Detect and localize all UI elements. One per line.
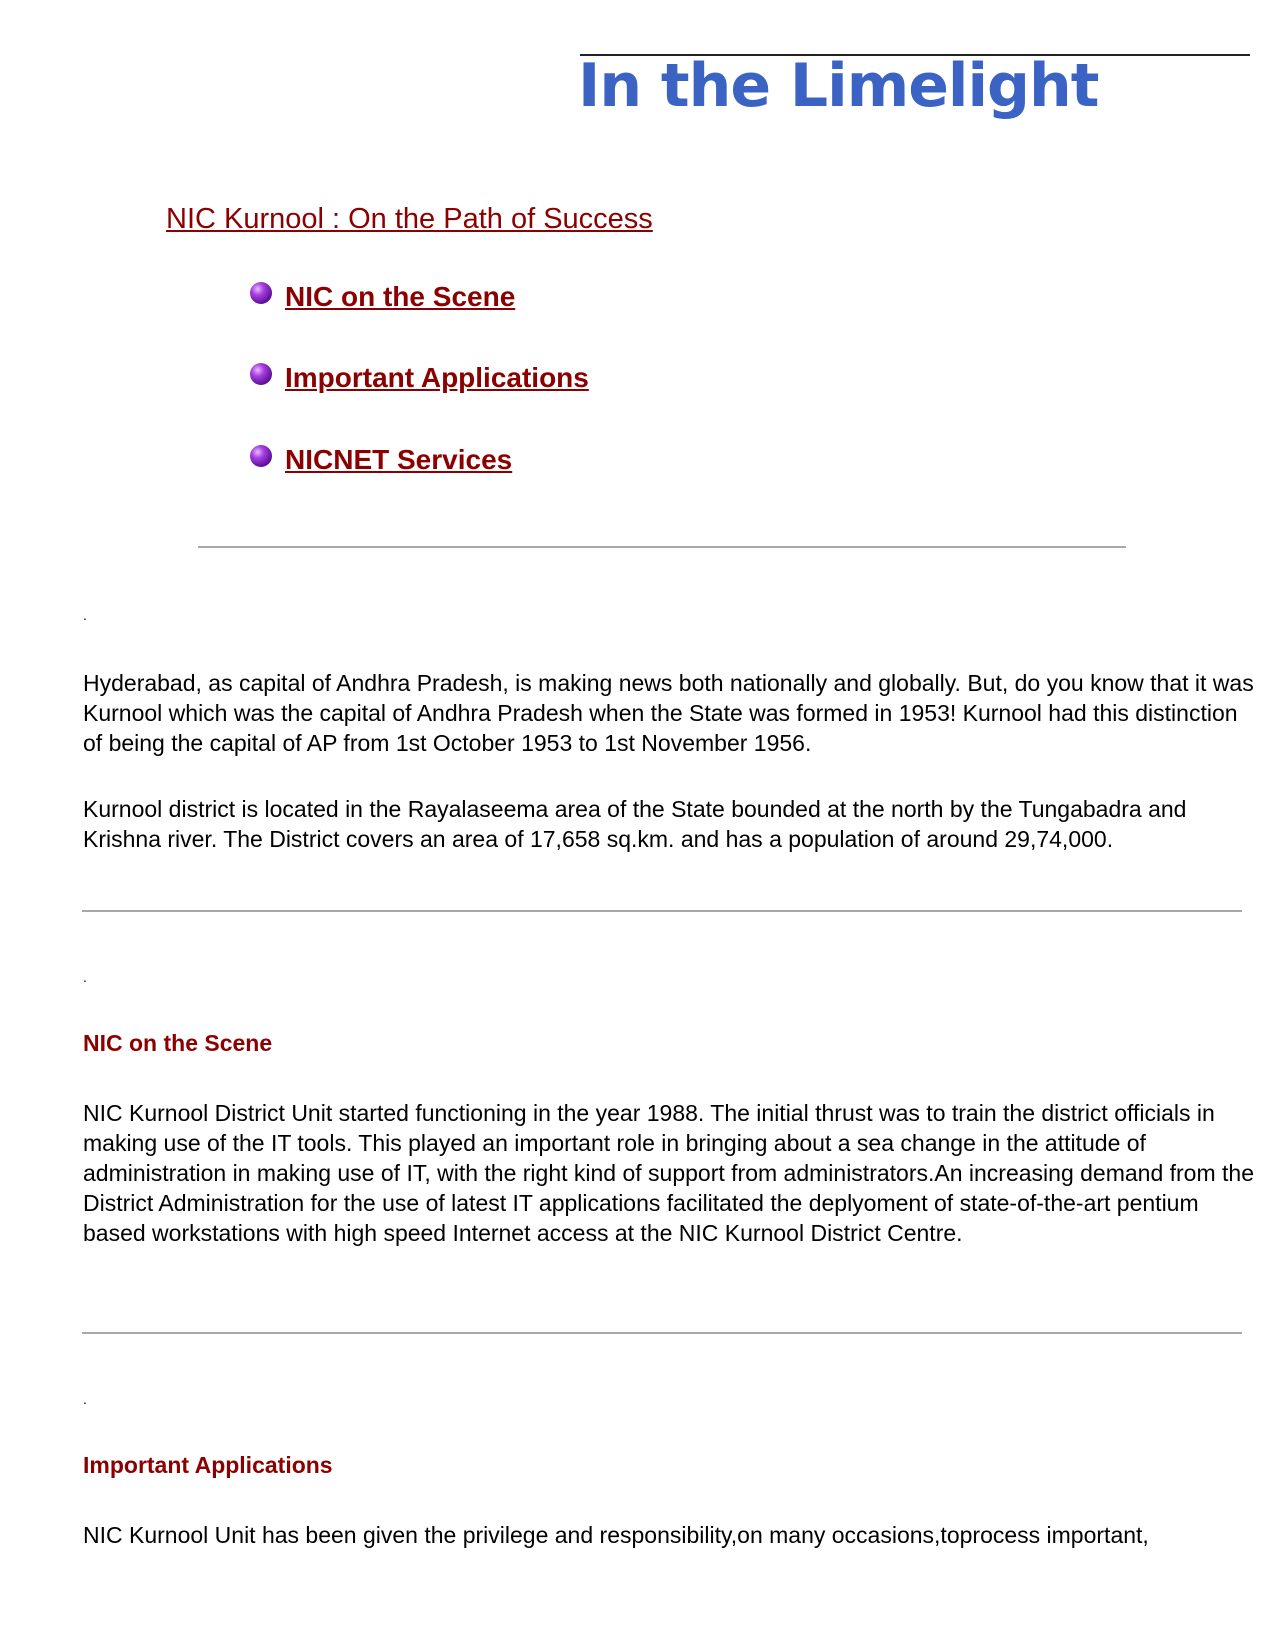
purple-bullet-icon	[250, 363, 272, 385]
toc-item-nic-on-the-scene	[250, 281, 515, 313]
section-divider	[82, 1332, 1242, 1334]
toc-item-important-applications	[250, 362, 589, 394]
section-divider	[82, 910, 1242, 912]
section-body-nic-on-the-scene: NIC Kurnool District Unit started functioning in the year 1988. The initial thrust was to train the district officials in making use of the IT tools. This played an important role in bringing about a sea change in the attitude of administration in making use of IT, with the right kind of support from administrators.An increasing demand from the District Administration for the use of latest IT applications facilitated the deplyoment of state-of-the-art pentium based workstations with high speed Internet access at the NIC Kurnool District Centre.	[83, 1100, 1254, 1246]
intro-paragraph-2: Kurnool district is located in the Rayalaseema area of the State bounded at the north by the Tungabadra and Krishna river. The District covers an area of 17,658 sq.km. and has a population of around 29,74,000.	[83, 796, 1187, 852]
toc-link-nicnet-services[interactable]: NICNET Services	[285, 444, 513, 475]
section-marker: .	[83, 1391, 87, 1407]
toc-item-nicnet-services	[250, 444, 512, 476]
purple-bullet-icon	[250, 282, 272, 304]
section-heading-nic-on-the-scene: NIC on the Scene	[83, 1030, 273, 1056]
toc-link-nic-on-the-scene[interactable]: NIC on the Scene	[285, 281, 516, 312]
section-body-important-applications: NIC Kurnool Unit has been given the privilege and responsibility,on many occasions,toprocess important,	[83, 1522, 1149, 1548]
section-marker: .	[83, 969, 87, 985]
section-heading-important-applications: Important Applications	[83, 1452, 333, 1478]
intro-paragraph-1: Hyderabad, as capital of Andhra Pradesh, is making news both nationally and globally. But, do you know that it was Kurnool which was the capital of Andhra Pradesh when the State was formed in 1953! Kurnool had this distinction of being the capital of AP from 1st October 1953 to 1st November 1956.	[83, 670, 1254, 756]
article-title-link[interactable]: NIC Kurnool : On the Path of Success	[166, 203, 653, 235]
intro-marker: .	[83, 607, 87, 623]
toc-link-important-applications[interactable]: Important Applications	[285, 362, 589, 393]
purple-bullet-icon	[250, 445, 272, 467]
toc-divider	[198, 546, 1126, 548]
banner-title: In the Limelight	[578, 51, 1099, 121]
